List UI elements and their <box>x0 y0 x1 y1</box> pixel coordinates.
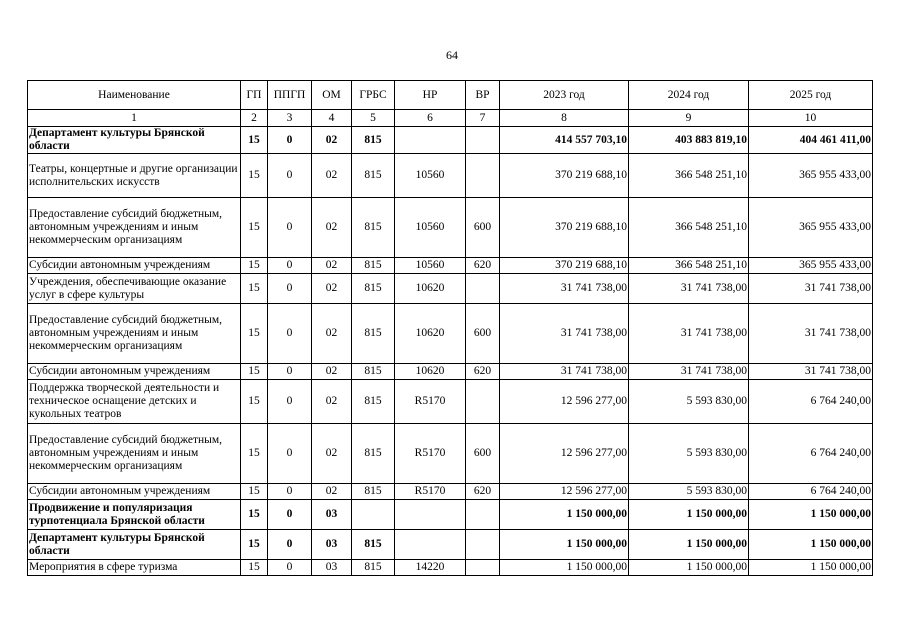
cell-vr <box>466 500 500 530</box>
cell-name: Предоставление субсидий бюджетным, автономным учреждениям и иным некоммерческим организациям <box>28 304 241 364</box>
cell-2024-amount: 366 548 251,10 <box>629 154 749 198</box>
header-2025: 2025 год <box>749 81 873 110</box>
column-number: 10 <box>749 110 873 127</box>
table-row <box>28 127 873 154</box>
cell-om: 02 <box>312 364 352 380</box>
table-row <box>28 424 873 484</box>
cell-name: Театры, концертные и другие организации исполнительских искусств <box>28 154 241 198</box>
cell-nr: R5170 <box>395 424 466 484</box>
cell-2025-amount: 365 955 433,00 <box>749 154 873 198</box>
cell-2025-amount: 6 764 240,00 <box>749 424 873 484</box>
cell-om: 02 <box>312 424 352 484</box>
column-number: 4 <box>312 110 352 127</box>
cell-name: Предоставление субсидий бюджетным, автономным учреждениям и иным некоммерческим организациям <box>28 424 241 484</box>
cell-nr: 10620 <box>395 304 466 364</box>
cell-gp: 15 <box>241 258 268 274</box>
cell-ppgp: 0 <box>268 154 312 198</box>
cell-om: 03 <box>312 560 352 576</box>
table-row <box>28 258 873 274</box>
cell-gp: 15 <box>241 380 268 424</box>
column-number: 3 <box>268 110 312 127</box>
table-row <box>28 500 873 530</box>
header-vr: ВР <box>466 81 500 110</box>
cell-gp: 15 <box>241 424 268 484</box>
cell-nr <box>395 530 466 560</box>
table-row <box>28 154 873 198</box>
cell-ppgp: 0 <box>268 500 312 530</box>
header-row <box>28 81 873 110</box>
cell-ppgp: 0 <box>268 198 312 258</box>
cell-vr <box>466 380 500 424</box>
cell-vr <box>466 530 500 560</box>
cell-2025-amount: 31 741 738,00 <box>749 304 873 364</box>
cell-ppgp: 0 <box>268 258 312 274</box>
header-name: Наименование <box>28 81 241 110</box>
table-row <box>28 364 873 380</box>
cell-nr: R5170 <box>395 380 466 424</box>
cell-2025-amount: 404 461 411,00 <box>749 127 873 154</box>
cell-2025-amount: 1 150 000,00 <box>749 560 873 576</box>
column-number: 5 <box>352 110 395 127</box>
table-row <box>28 560 873 576</box>
cell-gp: 15 <box>241 154 268 198</box>
cell-ppgp: 0 <box>268 274 312 304</box>
cell-name: Департамент культуры Брянской области <box>28 530 241 560</box>
cell-2023-amount: 31 741 738,00 <box>500 364 629 380</box>
cell-name: Субсидии автономным учреждениям <box>28 258 241 274</box>
cell-nr: R5170 <box>395 484 466 500</box>
header-nr: НР <box>395 81 466 110</box>
cell-2025-amount: 31 741 738,00 <box>749 364 873 380</box>
cell-ppgp: 0 <box>268 530 312 560</box>
cell-name: Департамент культуры Брянской области <box>28 127 241 154</box>
cell-om: 02 <box>312 127 352 154</box>
cell-gp: 15 <box>241 484 268 500</box>
cell-name: Учреждения, обеспечивающие оказание услуг в сфере культуры <box>28 274 241 304</box>
cell-gp: 15 <box>241 364 268 380</box>
cell-om: 02 <box>312 258 352 274</box>
cell-2024-amount: 31 741 738,00 <box>629 304 749 364</box>
cell-2023-amount: 12 596 277,00 <box>500 424 629 484</box>
cell-2024-amount: 1 150 000,00 <box>629 500 749 530</box>
table-row <box>28 198 873 258</box>
header-2024: 2024 год <box>629 81 749 110</box>
cell-2023-amount: 414 557 703,10 <box>500 127 629 154</box>
cell-nr <box>395 127 466 154</box>
cell-2023-amount: 370 219 688,10 <box>500 198 629 258</box>
cell-2025-amount: 1 150 000,00 <box>749 530 873 560</box>
cell-grbs: 815 <box>352 424 395 484</box>
header-2023: 2023 год <box>500 81 629 110</box>
cell-2024-amount: 5 593 830,00 <box>629 380 749 424</box>
cell-gp: 15 <box>241 274 268 304</box>
cell-2024-amount: 1 150 000,00 <box>629 530 749 560</box>
cell-vr <box>466 154 500 198</box>
table-row <box>28 380 873 424</box>
cell-vr: 620 <box>466 258 500 274</box>
cell-gp: 15 <box>241 127 268 154</box>
cell-gp: 15 <box>241 304 268 364</box>
cell-2025-amount: 365 955 433,00 <box>749 258 873 274</box>
header-gp: ГП <box>241 81 268 110</box>
cell-name: Продвижение и популяризация турпотенциала Брянской области <box>28 500 241 530</box>
cell-vr: 600 <box>466 424 500 484</box>
cell-nr: 10560 <box>395 154 466 198</box>
cell-name: Поддержка творческой деятельности и техническое оснащение детских и кукольных театров <box>28 380 241 424</box>
cell-ppgp: 0 <box>268 127 312 154</box>
cell-grbs: 815 <box>352 484 395 500</box>
column-number-row <box>28 110 873 127</box>
cell-grbs: 815 <box>352 364 395 380</box>
cell-2023-amount: 31 741 738,00 <box>500 274 629 304</box>
cell-om: 02 <box>312 304 352 364</box>
cell-name: Субсидии автономным учреждениям <box>28 364 241 380</box>
cell-ppgp: 0 <box>268 424 312 484</box>
cell-2023-amount: 12 596 277,00 <box>500 484 629 500</box>
cell-nr: 10620 <box>395 364 466 380</box>
cell-grbs: 815 <box>352 198 395 258</box>
cell-nr: 10560 <box>395 198 466 258</box>
table-row <box>28 530 873 560</box>
cell-grbs: 815 <box>352 380 395 424</box>
cell-grbs: 815 <box>352 530 395 560</box>
cell-vr: 620 <box>466 364 500 380</box>
cell-vr: 600 <box>466 198 500 258</box>
table-row <box>28 274 873 304</box>
cell-om: 03 <box>312 530 352 560</box>
cell-vr: 620 <box>466 484 500 500</box>
cell-om: 02 <box>312 484 352 500</box>
cell-name: Субсидии автономным учреждениям <box>28 484 241 500</box>
cell-om: 02 <box>312 274 352 304</box>
cell-2025-amount: 1 150 000,00 <box>749 500 873 530</box>
cell-nr: 14220 <box>395 560 466 576</box>
column-number: 7 <box>466 110 500 127</box>
cell-2024-amount: 5 593 830,00 <box>629 424 749 484</box>
cell-2024-amount: 366 548 251,10 <box>629 198 749 258</box>
cell-2025-amount: 6 764 240,00 <box>749 380 873 424</box>
cell-2023-amount: 12 596 277,00 <box>500 380 629 424</box>
cell-nr: 10560 <box>395 258 466 274</box>
cell-grbs: 815 <box>352 560 395 576</box>
cell-2023-amount: 370 219 688,10 <box>500 258 629 274</box>
cell-om: 02 <box>312 198 352 258</box>
cell-gp: 15 <box>241 560 268 576</box>
cell-om: 03 <box>312 500 352 530</box>
cell-ppgp: 0 <box>268 380 312 424</box>
cell-ppgp: 0 <box>268 304 312 364</box>
cell-ppgp: 0 <box>268 364 312 380</box>
column-number: 6 <box>395 110 466 127</box>
column-number: 8 <box>500 110 629 127</box>
cell-2024-amount: 366 548 251,10 <box>629 258 749 274</box>
cell-gp: 15 <box>241 530 268 560</box>
cell-grbs: 815 <box>352 154 395 198</box>
budget-table <box>27 80 873 576</box>
cell-2023-amount: 1 150 000,00 <box>500 560 629 576</box>
header-ppgp: ППГП <box>268 81 312 110</box>
cell-2023-amount: 1 150 000,00 <box>500 500 629 530</box>
cell-nr <box>395 500 466 530</box>
column-number: 2 <box>241 110 268 127</box>
cell-2023-amount: 370 219 688,10 <box>500 154 629 198</box>
cell-vr: 600 <box>466 304 500 364</box>
cell-2023-amount: 1 150 000,00 <box>500 530 629 560</box>
cell-grbs: 815 <box>352 127 395 154</box>
cell-2025-amount: 365 955 433,00 <box>749 198 873 258</box>
cell-2024-amount: 31 741 738,00 <box>629 274 749 304</box>
cell-grbs: 815 <box>352 274 395 304</box>
cell-om: 02 <box>312 380 352 424</box>
cell-2024-amount: 1 150 000,00 <box>629 560 749 576</box>
cell-2024-amount: 31 741 738,00 <box>629 364 749 380</box>
cell-2025-amount: 6 764 240,00 <box>749 484 873 500</box>
table-row <box>28 304 873 364</box>
cell-2025-amount: 31 741 738,00 <box>749 274 873 304</box>
column-number: 9 <box>629 110 749 127</box>
cell-grbs: 815 <box>352 258 395 274</box>
header-grbs: ГРБС <box>352 81 395 110</box>
cell-grbs: 815 <box>352 304 395 364</box>
cell-gp: 15 <box>241 198 268 258</box>
cell-name: Предоставление субсидий бюджетным, автономным учреждениям и иным некоммерческим организациям <box>28 198 241 258</box>
cell-ppgp: 0 <box>268 560 312 576</box>
cell-vr <box>466 274 500 304</box>
cell-grbs <box>352 500 395 530</box>
page-number: 64 <box>446 48 458 62</box>
cell-nr: 10620 <box>395 274 466 304</box>
cell-vr <box>466 560 500 576</box>
cell-2024-amount: 403 883 819,10 <box>629 127 749 154</box>
table-row <box>28 484 873 500</box>
column-number: 1 <box>28 110 241 127</box>
cell-vr <box>466 127 500 154</box>
cell-gp: 15 <box>241 500 268 530</box>
cell-2024-amount: 5 593 830,00 <box>629 484 749 500</box>
cell-2023-amount: 31 741 738,00 <box>500 304 629 364</box>
cell-ppgp: 0 <box>268 484 312 500</box>
cell-om: 02 <box>312 154 352 198</box>
header-om: ОМ <box>312 81 352 110</box>
cell-name: Мероприятия в сфере туризма <box>28 560 241 576</box>
